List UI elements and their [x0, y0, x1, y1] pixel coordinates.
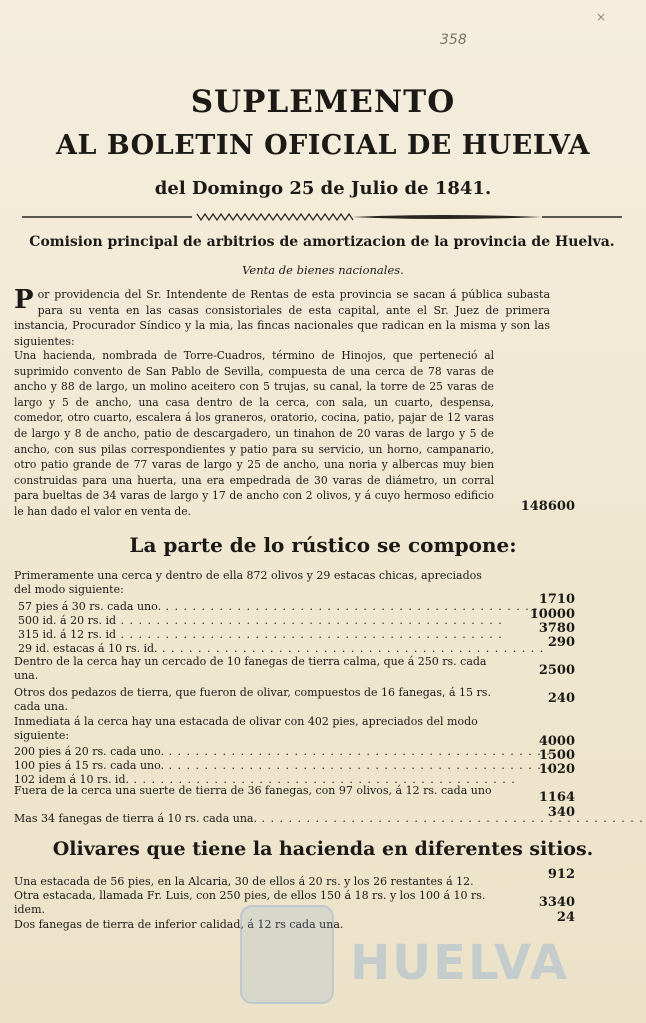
rustic-amount: 10000 [529, 607, 575, 622]
rustic-item: 100 pies á 15 rs. cada uno. . . . [14, 759, 494, 773]
rustic-intro: Primeramente una cerca y dentro de ella 872 olivos y 29 estacas chicas, apreciados del modo siguiente: [14, 569, 482, 596]
olives-heading: Olivares que tiene la hacienda en diferentes sitios. [52, 838, 594, 860]
rustic-heading: La parte de lo rústico se compone: [129, 533, 517, 557]
title-boletin: AL BOLETIN OFICIAL DE HUELVA [56, 130, 590, 161]
olives-amount: 3340 [538, 895, 575, 910]
rustic-item: Otros dos pedazos de tierra, que fueron de olivar, compuestos de 16 fanegas, á 15 rs. cada una. [14, 686, 491, 713]
rustic-amount: 3780 [538, 621, 575, 636]
intro-paragraph [14, 287, 550, 350]
folio-number: 358 [440, 32, 467, 48]
rustic-item: 57 pies á 30 rs. cada uno. . . . [18, 600, 498, 614]
rustic-amount: 1020 [538, 762, 575, 777]
rustic-item: 200 pies á 20 rs. cada uno. . . . [14, 745, 494, 759]
intro-text: or providencia del Sr. Intendente de Rentas de esta provincia se sacan á pública subasta para su venta en las casas consistoriales de esta capital, ante el Sr. Juez de primera instancia, Procurador Síndico y la mia, las fincas nacionales que radican en la misma y son las siguientes: [14, 288, 550, 349]
rustic-amount: 340 [547, 805, 575, 820]
title-suplemento: SUPLEMENTO [190, 84, 456, 120]
watermark-text: HUELVA [350, 935, 569, 991]
rustic-amount: 290 [547, 635, 575, 650]
rustic-amount: 240 [547, 691, 575, 706]
commission-heading: Comision principal de arbitrios de amortizacion de la provincia de Huelva. [29, 234, 615, 250]
issue-date: del Domingo 25 de Julio de 1841. [154, 178, 492, 199]
property-paragraph [14, 348, 494, 520]
rustic-amount: 2500 [538, 663, 575, 678]
rustic-amount: 1710 [538, 592, 575, 607]
rustic-item: 102 idem á 10 rs. id. . . . [14, 773, 494, 787]
rustic-item: Dentro de la cerca hay un cercado de 10 fanegas de tierra calma, que á 250 rs. cada una. [14, 655, 487, 682]
olives-item: Dos fanegas de tierra de inferior calidad, á 12 rs cada una. [14, 918, 344, 931]
rustic-amount: 1164 [538, 790, 575, 805]
property-amount: 148600 [520, 499, 575, 514]
rustic-amount: 1500 [538, 748, 575, 763]
rustic-item: Fuera de la cerca una suerte de tierra de 36 fanegas, con 97 olivos, á 12 rs. cada uno [14, 784, 492, 797]
olives-item: Otra estacada, llamada Fr. Luis, con 250 pies, de ellos 150 á 18 rs. y los 100 á 10 rs. idem. [14, 889, 486, 916]
sale-subheading: Venta de bienes nacionales. [242, 263, 404, 277]
archive-stamp [240, 905, 334, 1004]
olives-amount: 24 [556, 910, 575, 925]
rustic-item: 500 id. á 20 rs. id . . . [18, 614, 498, 628]
corner-mark: × [596, 10, 607, 24]
ornamental-rule [22, 212, 622, 222]
property-text: Una hacienda, nombrada de Torre-Cuadros, término de Hinojos, que perteneció al suprimido convento de San Pablo de Sevilla, compuesta de una cerca de 78 varas de ancho y 88 de largo, un molino aceitero con 5 trujas, su canal, la torre de 25 varas de largo y 5 de ancho, una casa dentro de la cerca, con sala, un cuarto, despensa, comedor, otro cuarto, escalera á los graneros, oratorio, cocina, patio, pajar de 12 varas de largo y 8 de ancho, patio de descargadero, un tinahon de 20 varas de largo y 5 de ancho, con sus pilas correspondientes y patio para su servicio, un horno, campanario, otro patio grande de 77 varas de largo y 25 de ancho, una noria y albercas muy bien construidas para una huerta, una era empedrada de 30 varas de diámetro, un corral para bueltas de 34 varas de largo y 17 de ancho con 2 olivos, y á cuyo hermoso edificio le han dado el valor en venta de. [14, 349, 494, 518]
olives-amount: 912 [547, 867, 575, 882]
rustic-item: Mas 34 fanegas de tierra á 10 rs. cada una. . . . [14, 812, 494, 826]
drop-cap: P [14, 285, 34, 315]
rustic-amount: 4000 [538, 734, 575, 749]
rustic-item: 315 id. á 12 rs. id . . . [18, 628, 498, 642]
rustic-item: 29 id. estacas á 10 rs. id. . . . [18, 642, 498, 656]
rustic-item: Inmediata á la cerca hay una estacada de olivar con 402 pies, apreciados del modo siguiente: [14, 715, 478, 742]
olives-item: Una estacada de 56 pies, en la Alcaria, 30 de ellos á 20 rs. y los 26 restantes á 12. [14, 875, 474, 888]
